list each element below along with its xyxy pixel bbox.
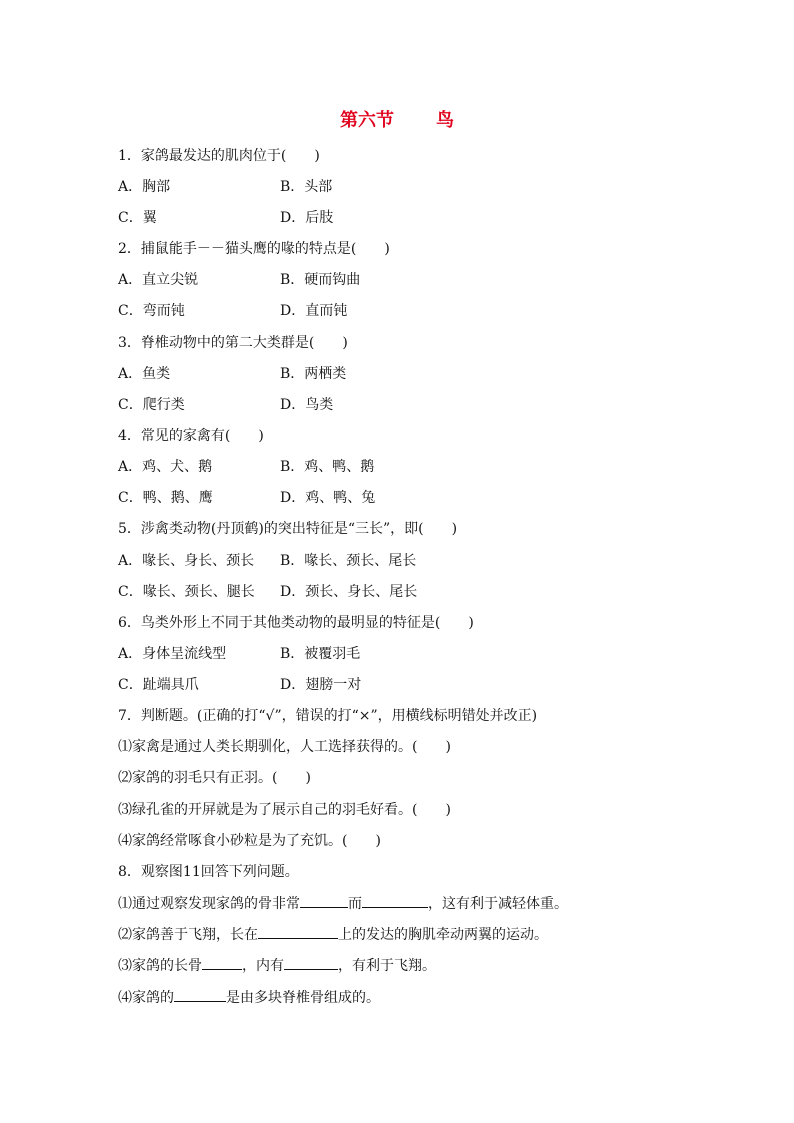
answer-blank[interactable] (202, 955, 242, 970)
fill-item: ⑷家鸽的 是由多块脊椎骨组成的。 (118, 987, 380, 1008)
judgement-item: ⑵家鸽的羽毛只有正羽。( ) (118, 770, 311, 786)
option: C．弯而钝 (118, 303, 185, 319)
option: A．鸡、犬、鹅 (118, 459, 213, 475)
option: D．直而钝 (280, 303, 348, 319)
answer-blank[interactable] (174, 987, 226, 1002)
question-stem: 5．涉禽类动物(丹顶鹤)的突出特征是“三长”，即( ) (118, 521, 458, 537)
option: D．鸟类 (280, 397, 334, 413)
question-stem: 6．鸟类外形上不同于其他类动物的最明显的特征是( ) (118, 615, 474, 631)
title-topic: 鸟 (436, 110, 454, 131)
answer-blank[interactable] (362, 893, 428, 908)
fill-item: ⑶家鸽的长骨 ，内有 ，有利于飞翔。 (118, 955, 436, 976)
option: C．喙长、颈长、腿长 (118, 584, 255, 600)
option: D．鸡、鸭、兔 (280, 490, 376, 506)
judgement-item: ⑴家禽是通过人类长期驯化，人工选择获得的。( ) (118, 739, 451, 755)
option: D．颈长、身长、尾长 (280, 584, 418, 600)
answer-blank[interactable] (284, 955, 338, 970)
question-stem: 8．观察图11回答下列问题。 (118, 864, 299, 880)
question-stem: 4．常见的家禽有( ) (118, 428, 264, 444)
answer-blank[interactable] (258, 924, 338, 939)
option: C．鸭、鹅、鹰 (118, 490, 213, 506)
question-stem: 1．家鸽最发达的肌肉位于( ) (118, 148, 320, 164)
option: A．喙长、身长、颈长 (118, 553, 255, 569)
option: C．翼 (118, 210, 157, 226)
answer-blank[interactable] (300, 893, 348, 908)
title-section: 第六节 (340, 110, 394, 131)
judgement-item: ⑷家鸽经常啄食小砂粒是为了充饥。( ) (118, 833, 381, 849)
option: B．两栖类 (280, 366, 347, 382)
judgement-item: ⑶绿孔雀的开屏就是为了展示自己的羽毛好看。( ) (118, 802, 451, 818)
option: C．爬行类 (118, 397, 185, 413)
option: D．后肢 (280, 210, 334, 226)
option: D．翅膀一对 (280, 677, 362, 693)
option: B．鸡、鸭、鹅 (280, 459, 375, 475)
option: B．喙长、颈长、尾长 (280, 553, 417, 569)
page-title (0, 106, 794, 132)
fill-item: ⑴通过观察发现家鸽的骨非常 而 ，这有利于减轻体重。 (118, 893, 568, 914)
option: A．胸部 (118, 179, 171, 195)
option: A．鱼类 (118, 366, 171, 382)
option: B．硬而钩曲 (280, 272, 361, 288)
fill-item: ⑵家鸽善于飞翔，长在 上的发达的胸肌牵动两翼的运动。 (118, 924, 548, 945)
question-stem: 7．判断题。(正确的打“√”，错误的打“×”，用横线标明错处并改正) (118, 708, 538, 724)
option: B．头部 (280, 179, 333, 195)
option: B．被覆羽毛 (280, 646, 361, 662)
question-stem: 2．捕鼠能手－－猫头鹰的喙的特点是( ) (118, 241, 390, 257)
question-stem: 3．脊椎动物中的第二大类群是( ) (118, 335, 348, 351)
option: C．趾端具爪 (118, 677, 199, 693)
option: A．直立尖锐 (118, 272, 199, 288)
option: A．身体呈流线型 (118, 646, 227, 662)
